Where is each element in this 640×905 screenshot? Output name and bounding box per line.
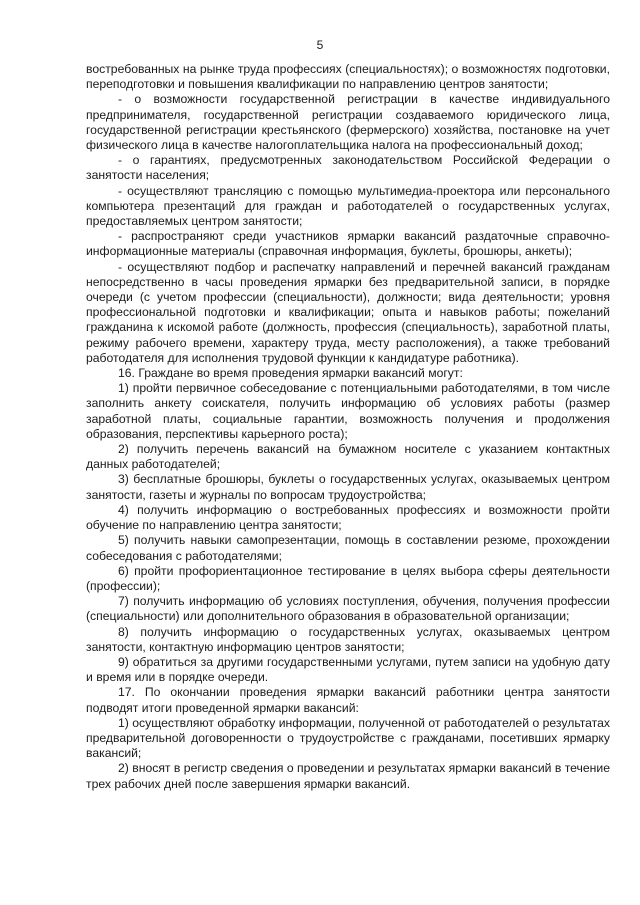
list-item-16-7: 7) получить информацию об условиях поступления, обучения, получения профессии (специальности) или дополнительного образования в образовательной организации; [86, 594, 610, 624]
page-number: 5 [316, 38, 324, 52]
list-item-16-5: 5) получить навыки самопрезентации, помощь в составлении резюме, прохождении собеседования с работодателями; [86, 533, 610, 563]
document-body [86, 62, 610, 792]
list-item-16-2: 2) получить перечень вакансий на бумажном носителе с указанием контактных данных работодателей; [86, 442, 610, 472]
list-item-16-4: 4) получить информацию о востребованных профессиях и возможности пройти обучение по направлению центра занятости; [86, 502, 610, 533]
paragraph-guarantees: - о гарантиях, предусмотренных законодательством Российской Федерации о занятости населения; [86, 153, 610, 183]
list-item-16-9: 9) обратиться за другими государственными услугами, путем записи на удобную дату и время или в порядке очереди. [86, 654, 610, 685]
paragraph-handouts: - распространяют среди участников ярмарки вакансий раздаточные справочно-информационные материалы (справочная информация, буклеты, брошюры, анкеты); [86, 229, 610, 259]
paragraph-translation: - осуществляют трансляцию с помощью мультимедиа-проектора или персонального компьютера презентаций для граждан и работодателей о государственных услугах, предоставляемых центром занятости; [86, 183, 610, 229]
paragraph-state-registration: - о возможности государственной регистрации в качестве индивидуального предпринимателя, государственной регистрации создаваемого юридического лица, государственной регистрации крестьянского (фермерского) хозяйства, постановке на учет физического лица в качестве налогоплательщика налога на профессиональный доход; [86, 92, 610, 153]
paragraph-continuation: востребованных на рынке труда профессиях (специальностях); о возможностях подготовки, переподготовки и повышения квалификации по направлению центров занятости; [86, 62, 610, 92]
paragraph-section-17: 17. По окончании проведения ярмарки вакансий работники центра занятости подводят итоги проведенной ярмарки вакансий: [86, 685, 610, 715]
list-item-17-2: 2) вносят в регистр сведения о проведении и результатах ярмарки вакансий в течение трех рабочих дней после завершения ярмарки вакансий. [86, 761, 610, 791]
paragraph-section-16: 16. Граждане во время проведения ярмарки вакансий могут: [118, 366, 463, 381]
list-item-16-3: 3) бесплатные брошюры, буклеты о государственных услугах, оказываемых центром занятости, газеты и журналы по вопросам трудоустройства; [86, 472, 610, 502]
list-item-16-8: 8) получить информацию о государственных услугах, оказываемых центром занятости, контактную информацию центров занятости; [86, 624, 610, 654]
list-item-16-6: 6) пройти профориентационное тестирование в целях выбора сферы деятельности (профессии); [86, 563, 610, 593]
list-item-17-1: 1) осуществляют обработку информации, полученной от работодателей о результатах предварительной договоренности о трудоустройстве с гражданами, посетивших ярмарку вакансий; [86, 715, 610, 761]
paragraph-selection: - осуществляют подбор и распечатку направлений и перечней вакансий гражданам непосредственно в часы проведения ярмарки без предварительной записи, в порядке очереди (с учетом профессии (специальности), должности; вида деятельности; уровня профессиональной подготовки и квалификации; опыта и навыков работы; пожеланий гражданина к искомой работе (должность, профессия (специальность), заработной платы, режиму рабочего времени, характеру труда, месту расположения), а также требований работодателя для исполнения трудовой функции к кандидатуре работника). [86, 259, 610, 365]
list-item-16-1: 1) пройти первичное собеседование с потенциальными работодателями, в том числе заполнить анкету соискателя, получить информацию об условиях работы (размер заработной платы, социальные гарантии, возможность получения и продолжения образования, перспективы карьерного роста); [86, 381, 610, 441]
